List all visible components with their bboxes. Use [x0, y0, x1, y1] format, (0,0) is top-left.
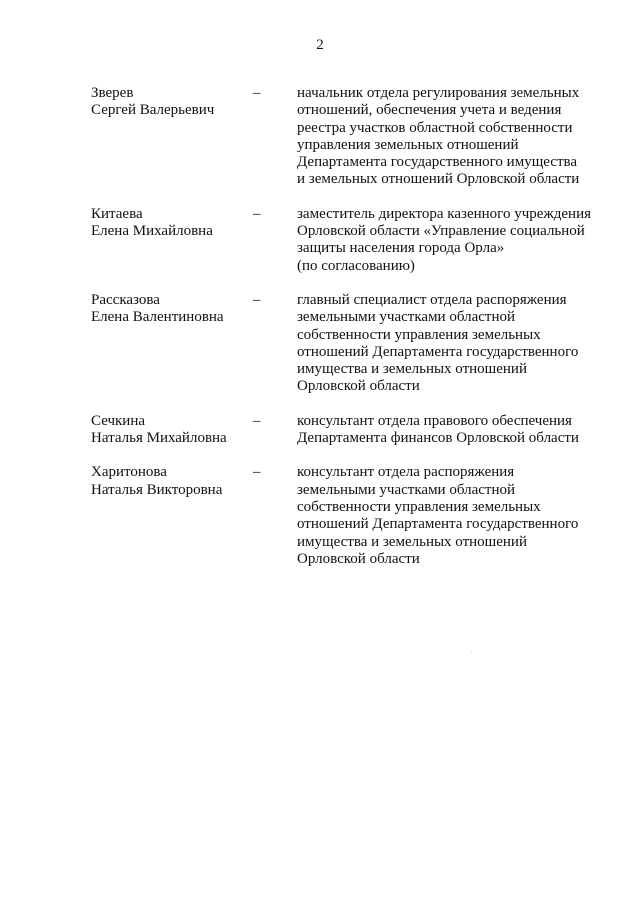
position-line: отношений, обеспечения учета и ведения [297, 102, 562, 119]
member-position [297, 464, 601, 568]
member-surname: Зверев [91, 85, 134, 101]
member-position [297, 206, 601, 275]
position-line: отношений Департамента государственного [297, 343, 579, 360]
member-given-names: Наталья Михайловна [91, 430, 227, 447]
member-position [297, 413, 601, 448]
member-row [91, 413, 601, 448]
position-line: защиты населения города Орла» [297, 240, 505, 257]
position-line: (по согласованию) [297, 257, 415, 274]
position-line: Орловской области [297, 550, 420, 567]
position-line: Орловской области «Управление социальной [297, 223, 585, 240]
position-line: и земельных отношений Орловской области [297, 171, 580, 188]
position-line: заместитель директора казенного учреждения [297, 205, 592, 222]
member-given-names: Наталья Викторовна [91, 481, 223, 498]
member-list [91, 85, 601, 568]
position-line: Департамента государственного имущества [297, 154, 578, 171]
scan-speck [471, 651, 472, 652]
member-surname: Рассказова [91, 291, 160, 308]
member-surname: Харитонова [91, 464, 167, 481]
member-name [91, 85, 253, 120]
position-line: управления земельных отношений [297, 136, 519, 153]
member-position [297, 292, 601, 396]
member-row [91, 85, 601, 189]
member-row [91, 464, 601, 568]
member-name [91, 464, 253, 499]
position-line: начальник отдела регулирования земельных [297, 85, 580, 101]
dash-separator: – [253, 464, 261, 481]
position-line: отношений Департамента государственного [297, 516, 579, 533]
page-number: 2 [316, 37, 324, 53]
member-given-names: Елена Михайловна [91, 223, 213, 240]
position-line: имущества и земельных отношений [297, 533, 527, 550]
dash-separator: – [253, 412, 261, 429]
member-surname: Сечкина [91, 412, 146, 429]
position-line: земельными участками областной [297, 309, 516, 326]
member-row [91, 206, 601, 275]
position-line: имущества и земельных отношений [297, 361, 527, 378]
position-line: Орловской области [297, 378, 420, 395]
member-name [91, 206, 253, 241]
position-line: консультант отдела распоряжения [297, 464, 515, 481]
member-surname: Китаева [91, 205, 143, 222]
position-line: реестра участков областной собственности [297, 119, 573, 136]
member-given-names: Елена Валентиновна [91, 309, 224, 326]
member-given-names: Сергей Валерьевич [91, 102, 215, 119]
dash-separator: – [253, 291, 261, 308]
position-line: собственности управления земельных [297, 326, 541, 343]
position-line: главный специалист отдела распоряжения [297, 291, 567, 308]
position-line: земельными участками областной [297, 481, 516, 498]
position-line: собственности управления земельных [297, 498, 541, 515]
dash-separator: – [253, 85, 261, 101]
member-position [297, 85, 601, 189]
dash-separator: – [253, 205, 261, 222]
position-line: Департамента финансов Орловской области [297, 430, 579, 447]
member-name [91, 292, 253, 327]
member-row [91, 292, 601, 396]
member-name [91, 413, 253, 448]
position-line: консультант отдела правового обеспечения [297, 412, 572, 429]
